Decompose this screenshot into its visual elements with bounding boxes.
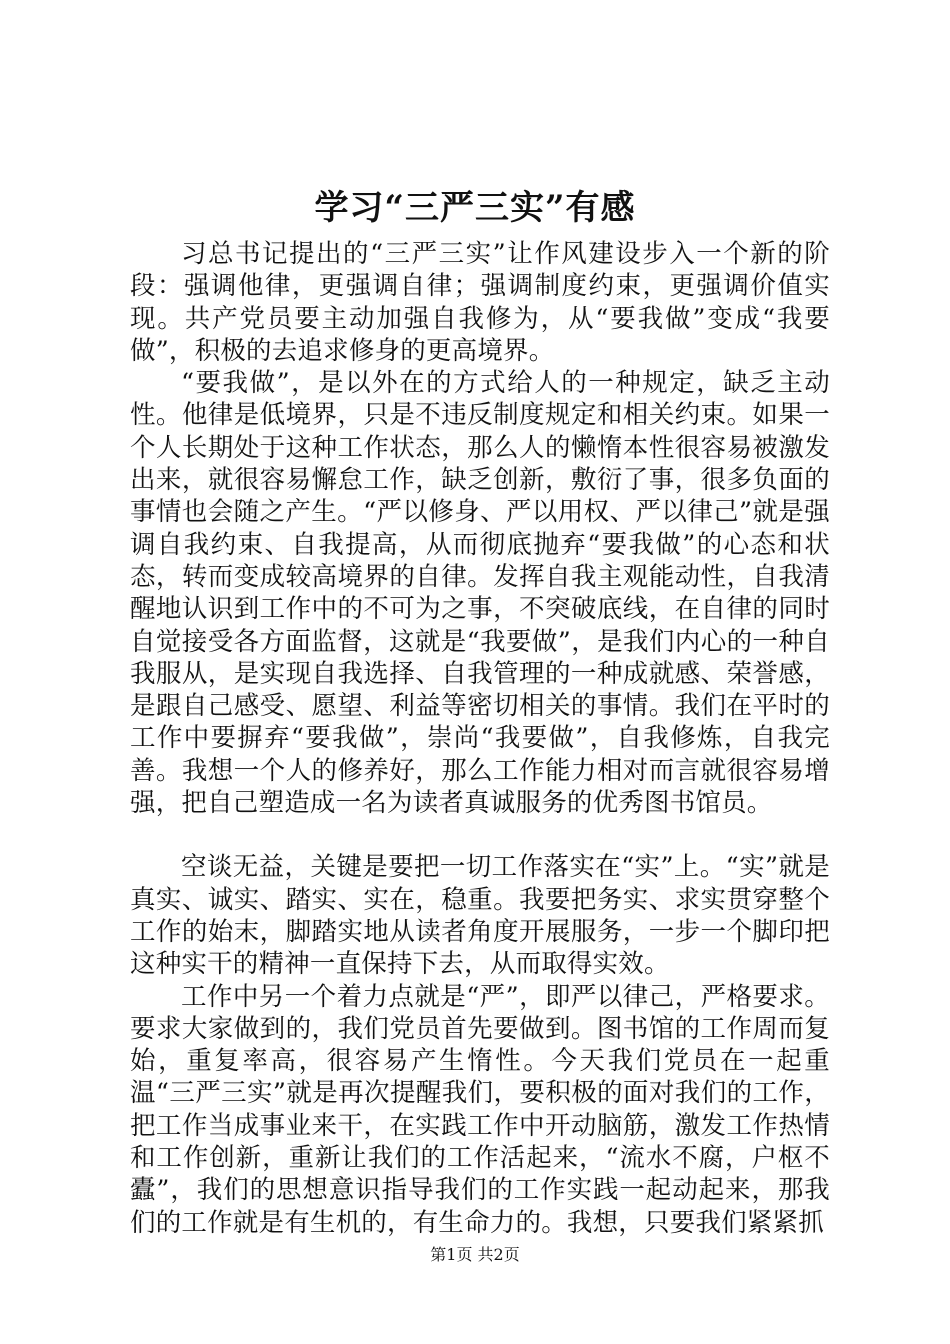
document-body — [130, 238, 830, 1239]
paragraph-3: 空谈无益，关键是要把一切工作落实在“实”上。“实”就是真实、诚实、踏实、实在，稳重。我要把务实、求实贯穿整个工作的始末，脚踏实地从读者角度开展服务，一步一个脚印把这种实干的精神一直保持下去，从而取得实效。 — [130, 852, 830, 980]
paragraph-4: 工作中另一个着力点就是“严”，即严以律己，严格要求。要求大家做到的，我们党员首先要做到。图书馆的工作周而复始，重复率高，很容易产生惰性。今天我们党员在一起重温“三严三实”就是再次提醒我们，要积极的面对我们的工作，把工作当成事业来干，在实践工作中开动脑筋，激发工作热情和工作创新，重新让我们的工作活起来，“流水不腐，户枢不蠹”，我们的思想意识指导我们的工作实践一起动起来，那我们的工作就是有生机的，有生命力的。我想，只要我们紧紧抓 — [130, 981, 830, 1238]
page-number-footer: 第1页 共2页 — [430, 1245, 520, 1264]
paragraph-spacer — [130, 819, 830, 851]
paragraph-2: “要我做”，是以外在的方式给人的一种规定，缺乏主动性。他律是低境界，只是不违反制度规定和相关约束。如果一个人长期处于这种工作状态，那么人的懒惰本性很容易被激发出来，就很容易懈怠工作，缺乏创新，敷衍了事，很多负面的事情也会随之产生。“严以修身、严以用权、严以律己”就是强调自我约束、自我提高，从而彻底抛弃“要我做”的心态和状态，转而变成较高境界的自律。发挥自我主观能动性，自我清醒地认识到工作中的不可为之事，不突破底线，在自律的同时自觉接受各方面监督，这就是“我要做”，是我们内心的一种自我服从，是实现自我选择、自我管理的一种成就感、荣誉感，是跟自己感受、愿望、利益等密切相关的事情。我们在平时的工作中要摒弃“要我做”，崇尚“我要做”，自我修炼，自我完善。我想一个人的修养好，那么工作能力相对而言就很容易增强，把自己塑造成一名为读者真诚服务的优秀图书馆员。 — [130, 368, 830, 819]
document-title: 学习“三严三实”有感 — [314, 188, 636, 228]
paragraph-1: 习总书记提出的“三严三实”让作风建设步入一个新的阶段：强调他律，更强调自律；强调制度约束，更强调价值实现。共产党员要主动加强自我修为，从“要我做”变成“我要做”，积极的去追求修身的更高境界。 — [130, 239, 830, 366]
